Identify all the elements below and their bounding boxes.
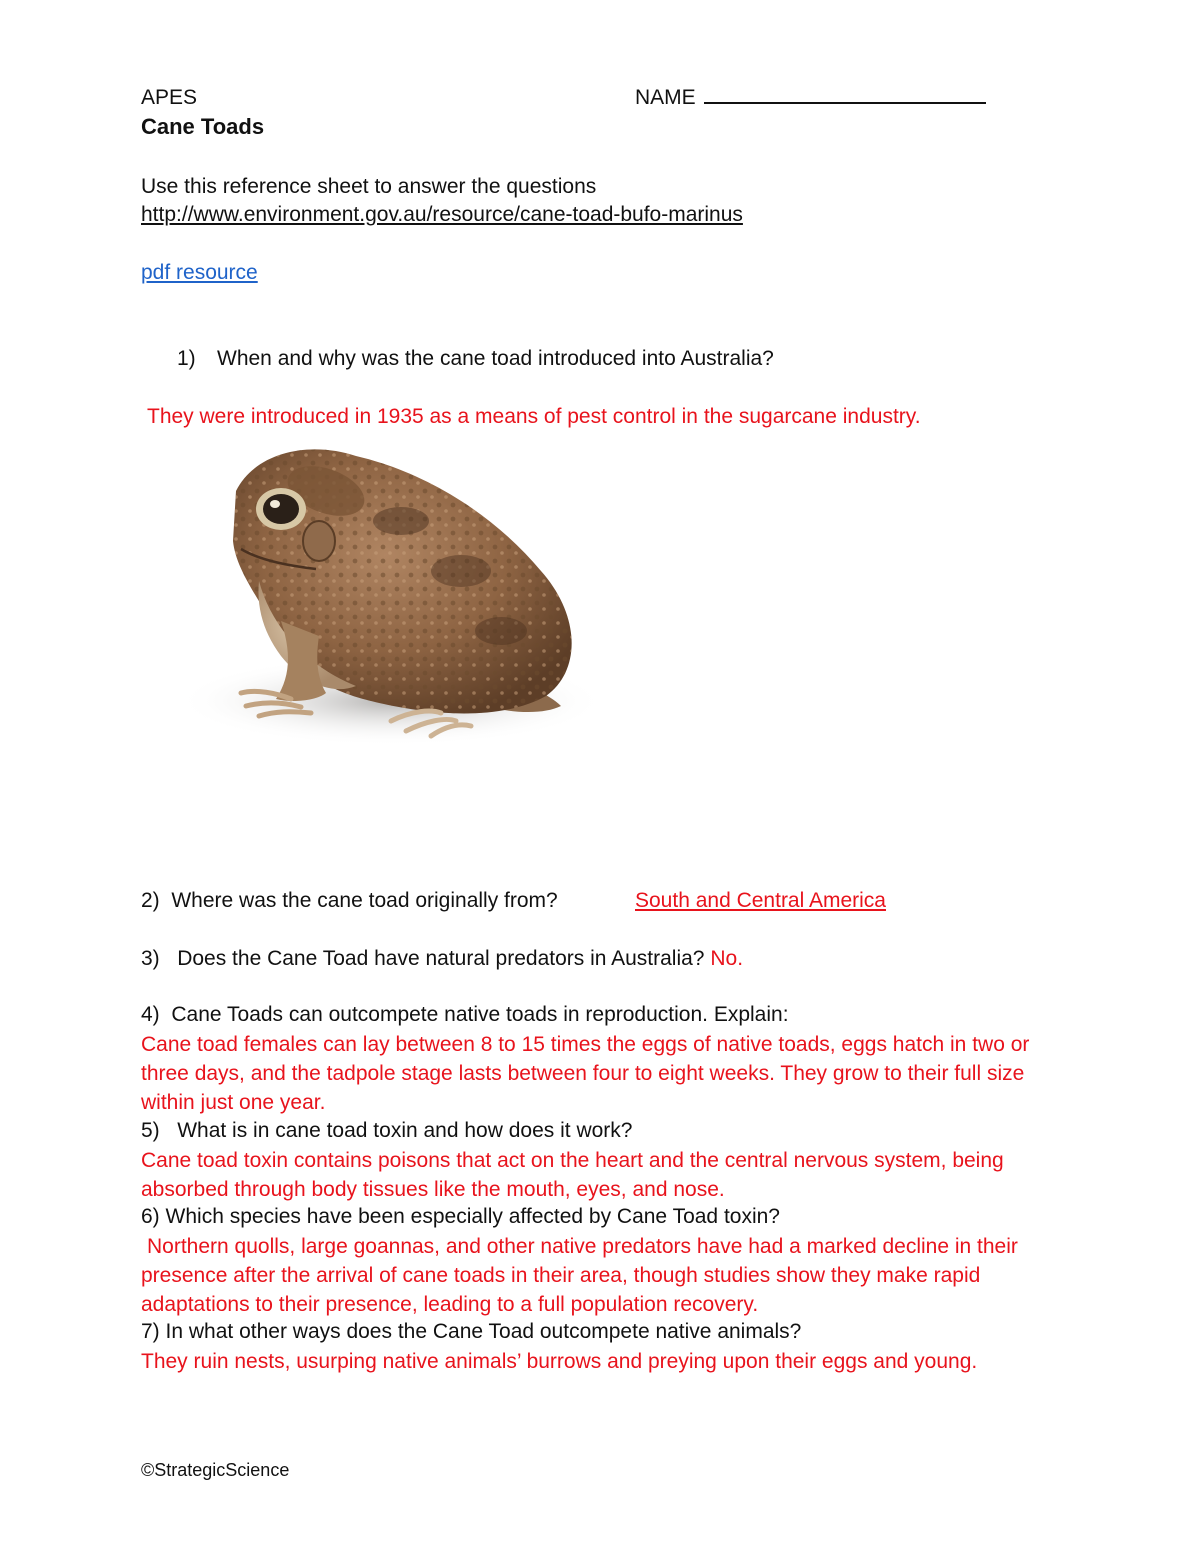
question-text: Where was the cane toad originally from? (171, 889, 558, 912)
course-label: APES (141, 86, 198, 109)
question-number: 6) (141, 1205, 160, 1228)
question-3 (141, 945, 743, 973)
instruction-text: Use this reference sheet to answer the questions (141, 175, 597, 198)
question-number: 3) (141, 947, 160, 970)
question-6 (141, 1203, 780, 1231)
name-blank-line[interactable] (704, 84, 986, 104)
question-2 (141, 887, 558, 915)
answer-5: Cane toad toxin contains poisons that act on the heart and the central nervous system, being absorbed through body tissues like the mouth, eyes, and nose. (141, 1149, 1004, 1201)
answer-4: Cane toad females can lay between 8 to 15 times the eggs of native toads, eggs hatch in two or three days, and the tadpole stage lasts between four to eight weeks. They grow to their full size within just one year. (141, 1033, 1030, 1114)
answer-1: They were introduced in 1935 as a means of pest control in the sugarcane industry. (147, 405, 921, 428)
question-text: Does the Cane Toad have natural predators in Australia? (177, 947, 705, 970)
pdf-resource-link[interactable]: pdf resource (141, 261, 258, 284)
question-text: In what other ways does the Cane Toad outcompete native animals? (165, 1320, 802, 1343)
question-7 (141, 1318, 801, 1346)
question-text: What is in cane toad toxin and how does it work? (177, 1119, 633, 1142)
question-text: Cane Toads can outcompete native toads in reproduction. Explain: (171, 1003, 789, 1026)
answer-3: No. (710, 947, 744, 970)
question-number: 2) (141, 889, 160, 912)
question-1 (177, 345, 774, 373)
question-number: 1) (177, 347, 196, 370)
cane-toad-image (141, 431, 645, 769)
page-title: Cane Toads (141, 114, 265, 139)
answer-2: South and Central America (635, 889, 886, 912)
question-number: 4) (141, 1003, 160, 1026)
question-number: 5) (141, 1119, 160, 1142)
name-label: NAME (635, 86, 696, 109)
answer-6: Northern quolls, large goannas, and other native predators have had a marked decline in their presence after the arrival of cane toads in their area, though studies show they make rapid adaptations to their presence, leading to a full population recovery. (141, 1235, 1018, 1316)
question-text: When and why was the cane toad introduced into Australia? (217, 347, 774, 370)
copyright-footer: ©StrategicScience (141, 1460, 290, 1480)
name-field[interactable] (635, 84, 986, 112)
answer-7: They ruin nests, usurping native animals’ burrows and preying upon their eggs and young. (141, 1350, 978, 1373)
question-5 (141, 1117, 632, 1145)
question-4 (141, 1001, 789, 1029)
question-text: Which species have been especially affected by Cane Toad toxin? (165, 1205, 780, 1228)
reference-link[interactable]: http://www.environment.gov.au/resource/cane-toad-bufo-marinus (141, 203, 743, 226)
question-number: 7) (141, 1320, 160, 1343)
